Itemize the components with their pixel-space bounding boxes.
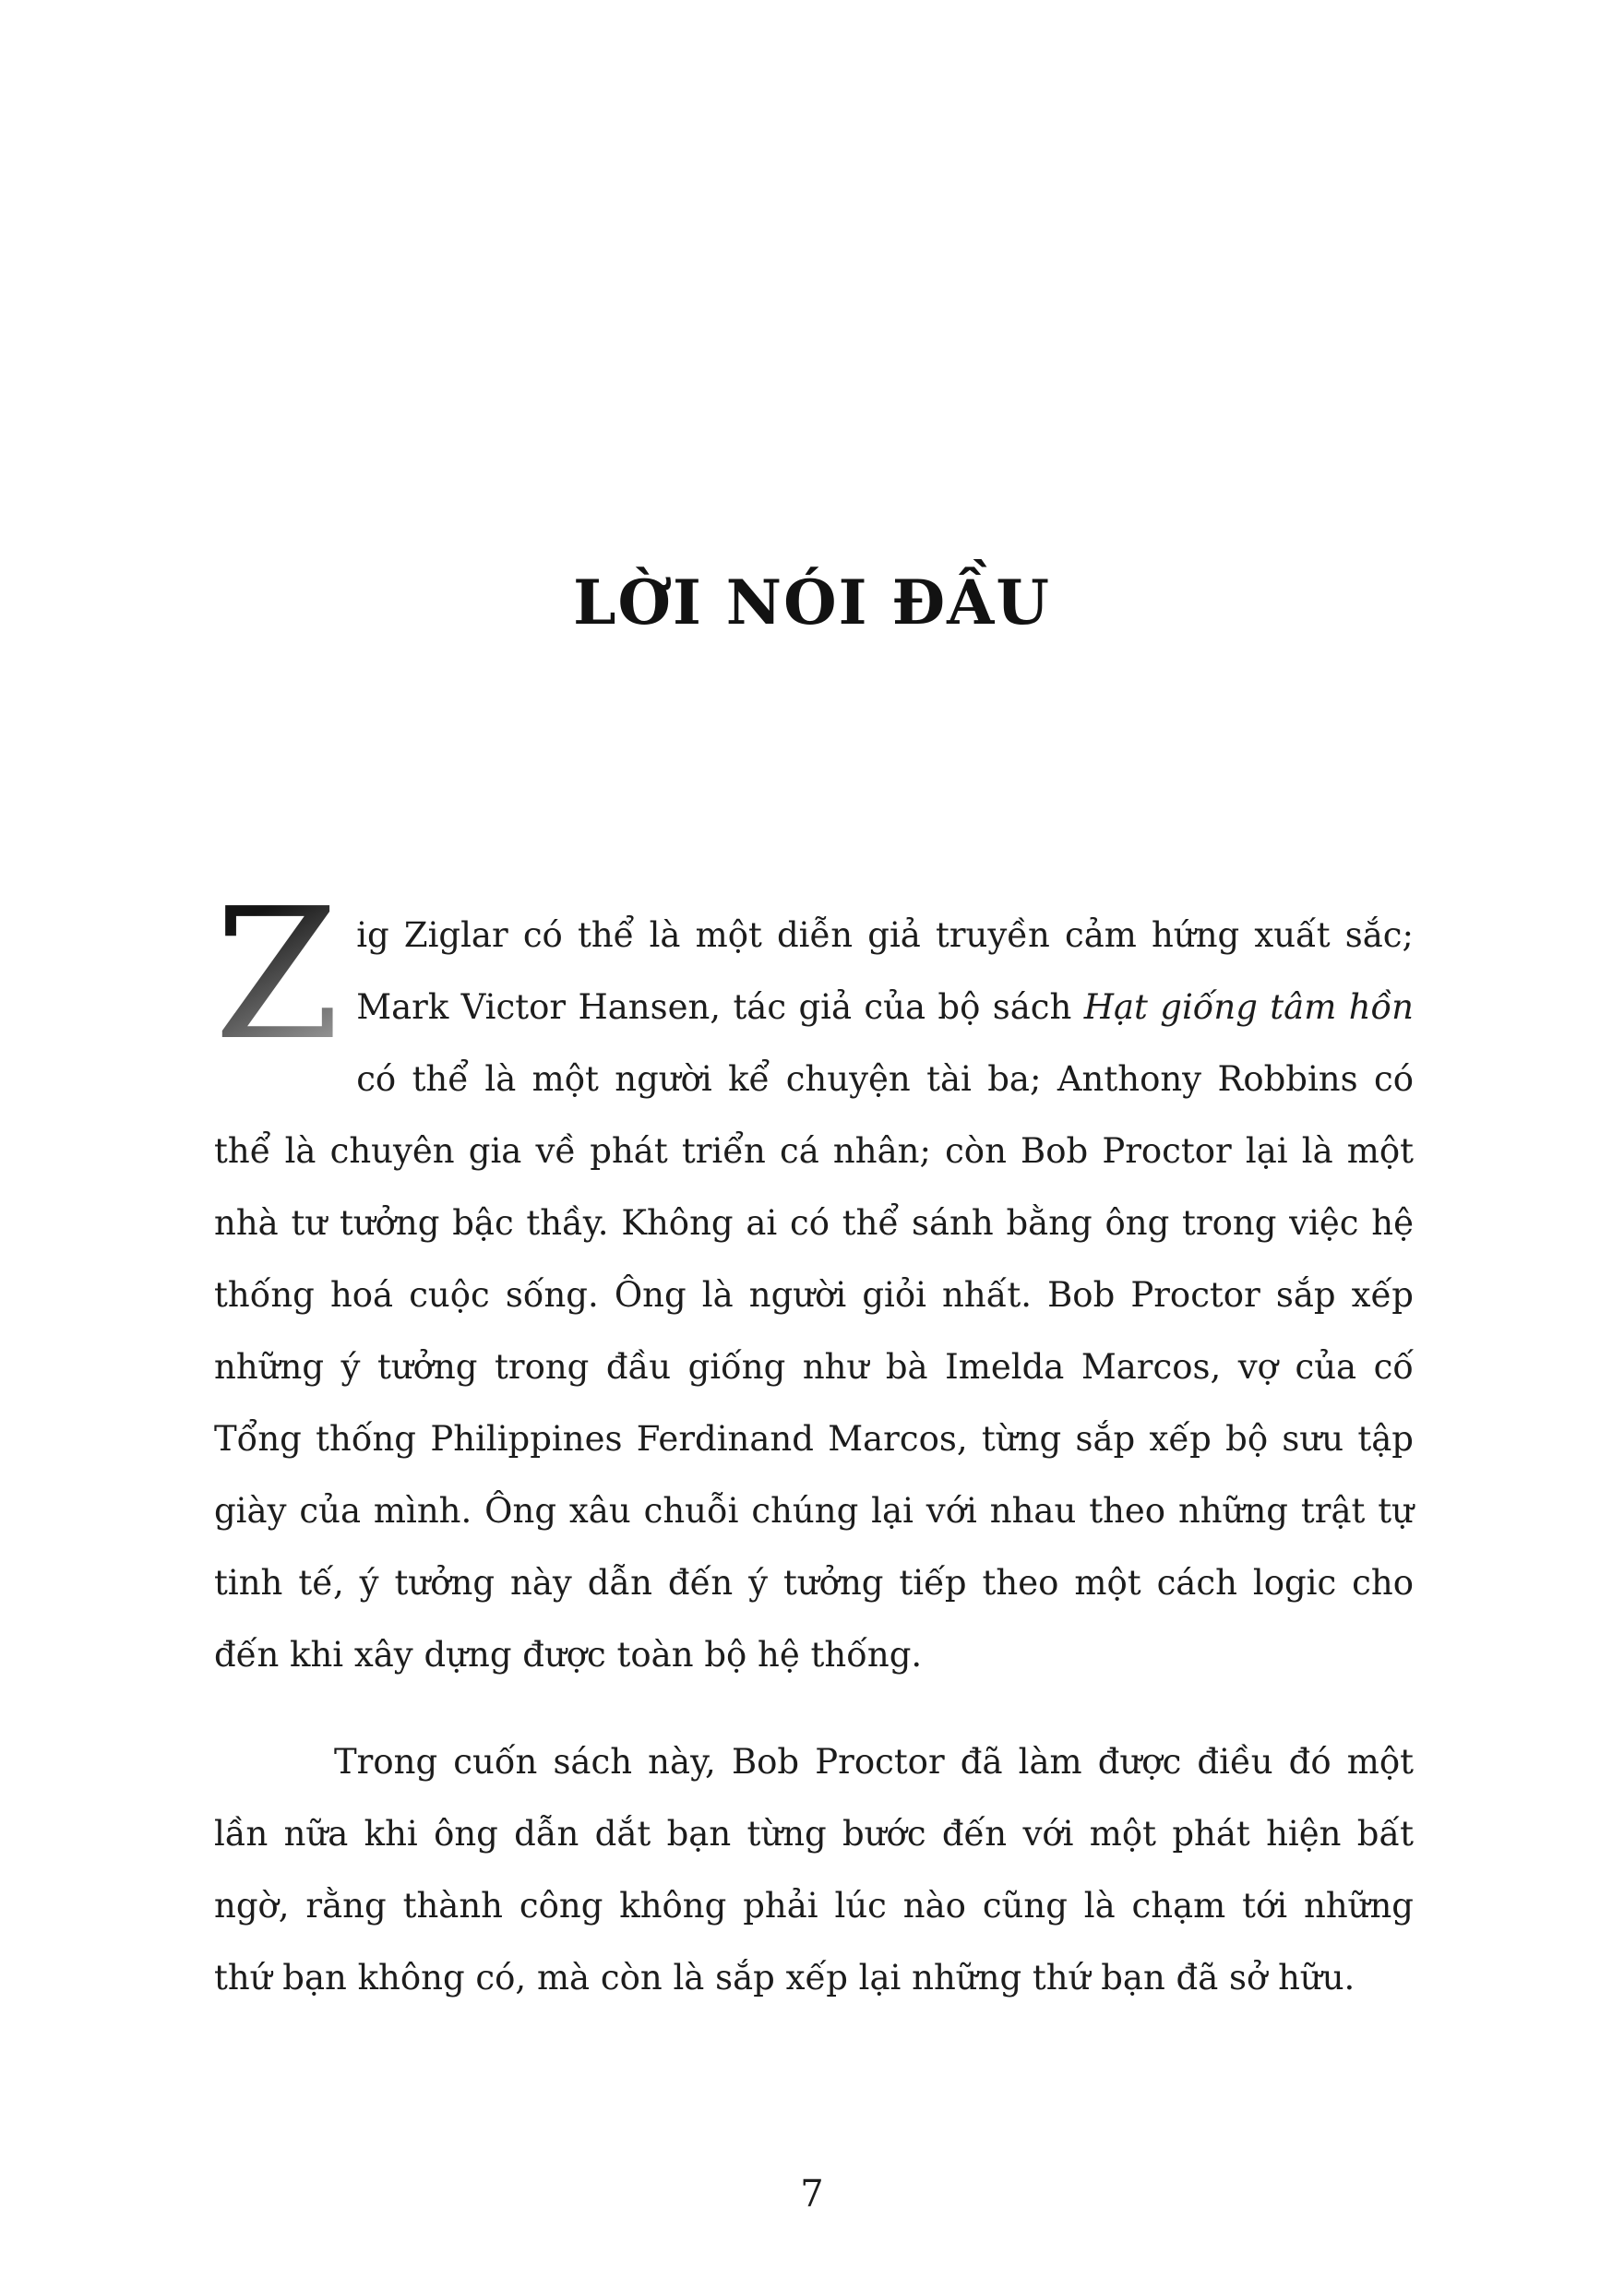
paragraph-1	[214, 870, 1414, 1691]
drop-cap: Z	[214, 905, 356, 1045]
chapter-title: LỜI NÓI ĐẦU	[573, 567, 1051, 639]
paragraph-1-text-after-italic: có thể là một người kể chuyện tài ba; Anthony Robbins có thể là chuyên gia về phát triển cá nhân; còn Bob Proctor lại là một nhà tư tưởng bậc thầy. Không ai có thể sánh bằng ông trong việc hệ thống hoá cuộc sống. Ông là người giỏi nhất. Bob Proctor sắp xếp những ý tưởng trong đầu giống như bà Imelda Marcos, vợ của cố Tổng thống Philippines Ferdinand Marcos, từng sắp xếp bộ sưu tập giày của mình. Ông xâu chuỗi chúng lại với nhau theo những trật tự tinh tế, ý tưởng này dẫn đến ý tưởng tiếp theo một cách logic cho đến khi xây dựng được toàn bộ hệ thống.	[214, 1059, 1414, 1675]
paragraph-1-text-before-italic: ig Ziglar có thể là một diễn giả truyền cảm hứng xuất sắc; Mark Victor Hansen, tác giả của bộ sách	[356, 915, 1414, 1027]
page-number: 7	[800, 2173, 824, 2215]
paragraph-2: Trong cuốn sách này, Bob Proctor đã làm được điều đó một lần nữa khi ông dẫn dắt bạn từng bước đến với một phát hiện bất ngờ, rằng thành công không phải lúc nào cũng là chạm tới những thứ bạn không có, mà còn là sắp xếp lại những thứ bạn đã sở hữu.	[214, 1742, 1414, 1998]
body-text-block	[214, 870, 1414, 2049]
referenced-book-title: Hạt giống tâm hồn	[1083, 987, 1414, 1027]
